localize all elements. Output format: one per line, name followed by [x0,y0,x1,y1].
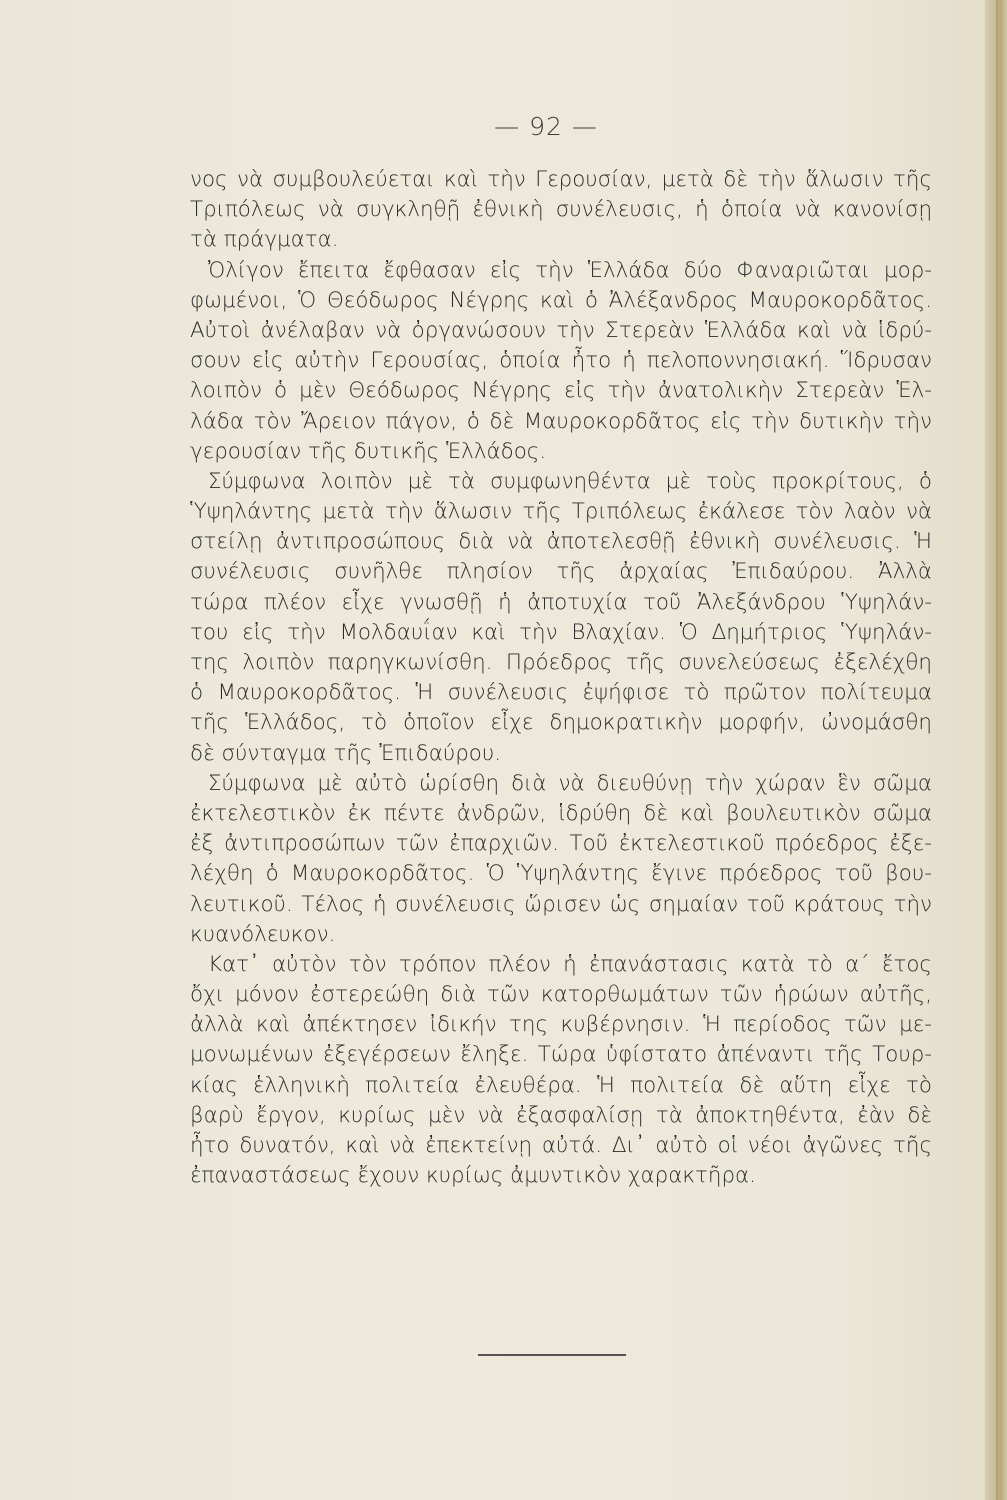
text-line: σουν εἰς αὐτὴν Γερουσίας, ὁποία ἦτο ἡ πελοποννησιακή. Ἵδρυσαν [190,348,932,374]
text-line: του εἰς τὴν Μολδαυΐαν καὶ τὴν Βλαχίαν. Ὁ Δημήτριος Ὑψηλάν- [190,619,932,645]
text-line: κίας ἑλληνικὴ πολιτεία ἐλευθέρα. Ἡ πολιτεία δὲ αὕτη εἶχε τὸ [190,1072,932,1098]
text-line: φωμένοι, Ὁ Θεόδωρος Νέγρης καὶ ὁ Ἀλέξανδρος Μαυροκορδᾶτος. [190,287,932,313]
text-line: Αὐτοὶ ἀνέλαβαν νὰ ὀργανώσουν τὴν Στερεὰν Ἑλλάδα καὶ νὰ ἱδρύ- [190,317,932,343]
body-text [190,165,932,1191]
text-line: λάδα τὸν Ἄρειον πάγον, ὁ δὲ Μαυροκορδᾶτος εἰς τὴν δυτικὴν τὴν [190,408,932,434]
text-line: ἐπαναστάσεως ἔχουν κυρίως ἀμυντικὸν χαρακτῆρα. [190,1163,756,1189]
text-line: Ὀλίγον ἔπειτα ἔφθασαν εἰς τὴν Ἑλλάδα δύο Φαναριῶται μορ- [208,257,932,283]
text-line: ὄχι μόνον ἐστερεώθη διὰ τῶν κατορθωμάτων τῶν ἡρώων αὐτῆς, [190,982,932,1008]
text-line: Τριπόλεως νὰ συγκληθῇ ἐθνικὴ συνέλευσις, ἡ ὁποία νὰ κανονίσῃ [190,197,932,223]
text-line: της λοιπὸν παρηγκωνίσθη. Πρόεδρος τῆς συνελεύσεως ἐξελέχθη [190,650,932,675]
page-number: — 92 — [494,112,598,141]
text-line: στείλῃ ἀντιπροσώπους διὰ νὰ ἀποτελεσθῇ ἐθνικὴ συνέλευσις. Ἡ [190,529,932,555]
page-edge-line [996,0,998,1500]
text-line: τὰ πράγματα. [190,227,339,253]
text-line: δὲ σύνταγμα τῆς Ἐπιδαύρου. [190,740,502,766]
text-line: ἐκτελεστικὸν ἐκ πέντε ἀνδρῶν, ἱδρύθη δὲ καὶ βουλευτικὸν σῶμα [190,800,932,826]
text-line: λοιπὸν ὁ μὲν Θεόδωρος Νέγρης εἰς τὴν ἀνατολικὴν Στερεὰν Ἑλ- [190,378,932,404]
text-line: ἐξ ἀντιπροσώπων τῶν ἐπαρχιῶν. Τοῦ ἐκτελεστικοῦ πρόεδρος ἐξε- [190,831,932,857]
text-line: Ὑψηλάντης μετὰ τὴν ἅλωσιν τῆς Τριπόλεως ἐκάλεσε τὸν λαὸν νὰ [190,499,932,525]
text-line: Κατ᾽ αὐτὸν τὸν τρόπον πλέον ἡ ἐπανάστασις κατὰ τὸ α΄ ἔτος [208,951,932,977]
text-line: γερουσίαν τῆς δυτικῆς Ἑλλάδος. [190,438,547,464]
text-line: ἀλλὰ καὶ ἀπέκτησεν ἰδικήν της κυβέρνησιν. Ἡ περίοδος τῶν με- [190,1012,932,1038]
text-line: συνέλευσις συνῆλθε πλησίον τῆς ἀρχαίας Ἐπιδαύρου. Ἀλλὰ [190,559,932,585]
text-line: ἦτο δυνατόν, καὶ νὰ ἐπεκτείνῃ αὐτά. Δι᾽ αὐτὸ οἱ νέοι ἀγῶνες τῆς [190,1133,932,1158]
text-line: Σύμφωνα λοιπὸν μὲ τὰ συμφωνηθέντα μὲ τοὺς προκρίτους, ὁ [208,468,932,494]
text-line: ὁ Μαυροκορδᾶτος. Ἡ συνέλευσις ἐψήφισε τὸ πρῶτον πολίτευμα [190,680,932,706]
text-line: τώρα πλέον εἶχε γνωσθῇ ἡ ἀποτυχία τοῦ Ἀλεξάνδρου Ὑψηλάν- [190,589,932,615]
text-line: νος νὰ συμβουλεύεται καὶ τὴν Γερουσίαν, μετὰ δὲ τὴν ἅλωσιν τῆς [190,167,932,192]
text-line: κυανόλευκον. [190,921,336,947]
text-line: Σύμφωνα μὲ αὐτὸ ὡρίσθη διὰ νὰ διευθύνῃ τὴν χώραν ἓν σῶμα [208,770,932,796]
text-line: τῆς Ἑλλάδος, τὸ ὁποῖον εἶχε δημοκρατικὴν μορφήν, ὠνομάσθη [190,710,932,736]
end-rule [478,1354,626,1356]
text-line: βαρὺ ἔργον, κυρίως μὲν νὰ ἐξασφαλίσῃ τὰ ἀποκτηθέντα, ἐὰν δὲ [190,1102,932,1128]
text-line: μονωμένων ἐξεγέρσεων ἔληξε. Τώρα ὑφίστατο ἀπέναντι τῆς Τουρ- [190,1042,932,1068]
text-line: λέχθη ὁ Μαυροκορδᾶτος. Ὁ Ὑψηλάντης ἔγινε πρόεδρος τοῦ βου- [190,861,932,887]
text-line: λευτικοῦ. Τέλος ἡ συνέλευσις ὥρισεν ὡς σημαίαν τοῦ κράτους τὴν [190,891,932,917]
